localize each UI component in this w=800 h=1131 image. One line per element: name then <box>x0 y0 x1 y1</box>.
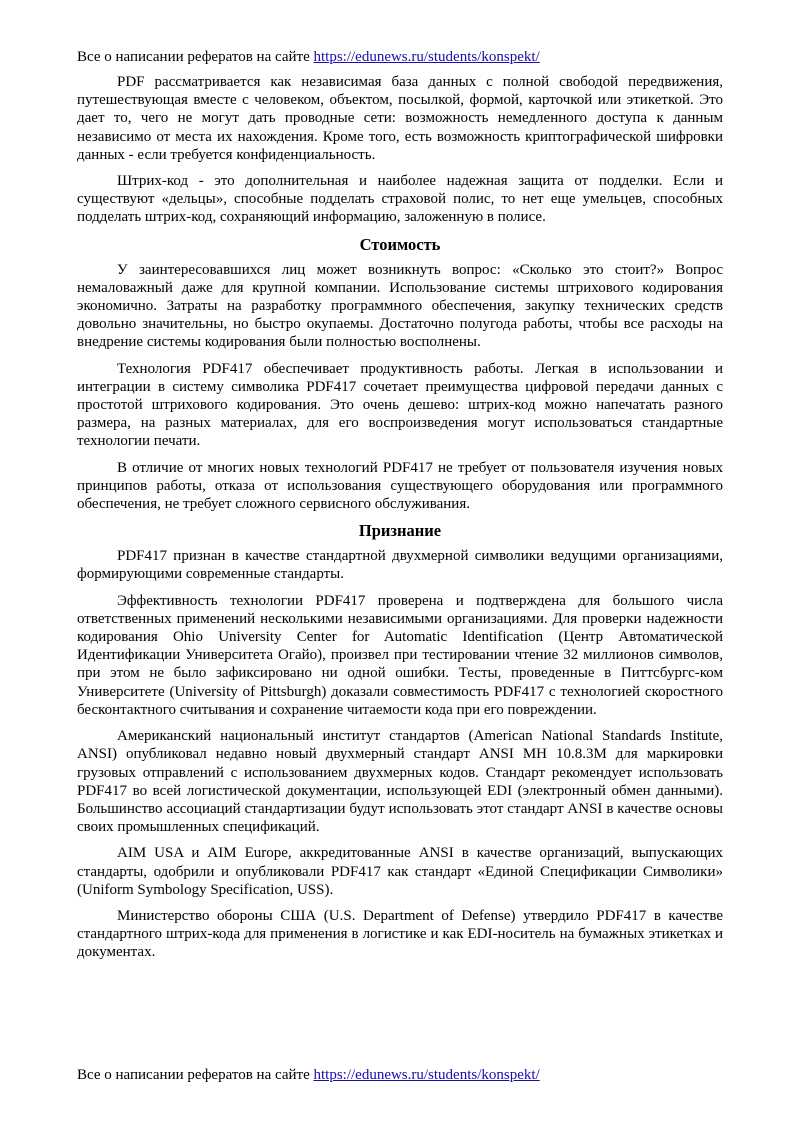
paragraph-cost-question: У заинтересовавшихся лиц может возникнуть вопрос: «Сколько это стоит?» Вопрос немаловажный даже для крупной компании. Использование системы штрихового кодирования экономично. Затраты на разработку программного обеспечения, закупку технических средств довольно значительны, но быстро окупаемы. Достаточно полугода работы, чтобы все расходы на внедрение системы кодирования были полностью восполнены. <box>77 261 723 351</box>
page-header <box>77 48 723 66</box>
paragraph-aim: AIM USA и AIM Europe, аккредитованные ANSI в качестве организаций, выпускающих стандарты, одобрили и опубликовали PDF417 как стандарт «Единой Спецификации Символики» (Uniform Symbology Specification, USS). <box>77 845 723 898</box>
footer-link[interactable]: https://edunews.ru/students/konspekt/ <box>313 1067 540 1083</box>
paragraph-no-retraining: В отличие от многих новых технологий PDF417 не требует от пользователя изучения новых принципов работы, отказа от использования существующего оборудования или программного обеспечения, не требует сложного сервисного обслуживания. <box>77 459 723 513</box>
paragraph-effectiveness: Эффективность технологии PDF417 проверена и подтверждена для большого числа ответственных применений несколькими независимыми организациями. Для проверки надежности кодирования Ohio University Center for Automatic Identification (Центр Автоматической Идентификации Университета Огайо), произвел при тестировании чтение 32 миллионов символов, при этом не было зафиксировано ни одной ошибки. Тесты, проведенные в Питтсбургс-ком Университете (University of Pittsburgh) доказали совместимость PDF417 с технологией скоростного бесконтактного считывания и сохранение читаемости кода при его повреждении. <box>77 592 723 718</box>
header-text: Все о написании рефератов на сайте <box>77 49 314 65</box>
section-heading-cost: Стоимость <box>359 234 441 254</box>
paragraph-dod: Министерство обороны США (U.S. Department of Defense) утвердило PDF417 в качестве стандартного штрих-кода для применения в логистике и как EDI-носитель на бумажных этикетках и документах. <box>77 907 723 961</box>
paragraph-productivity: Технология PDF417 обеспечивает продуктивность работы. Легкая в использовании и интеграции в систему символика PDF417 сочетает преимущества цифровой передачи данных с простотой штрихового кодирования. Это очень дешево: штрих-код можно напечатать разного размера, на разных материалах, для его воспроизведения могут использоваться стандартные технологии печати. <box>77 360 723 450</box>
header-link[interactable]: https://edunews.ru/students/konspekt/ <box>313 49 540 65</box>
paragraph-standard-symbology: PDF417 признан в качестве стандартной двухмерной символики ведущими организациями, формирующими современные стандарты. <box>77 548 723 583</box>
paragraph-ansi: Американский национальный институт стандартов (American National Standards Institute, ANSI) опубликовал недавно новый двухмерный стандарт ANSI MH 10.8.3M для маркировки грузовых отправлений с использованием двухмерных кодов. Стандарт рекомендует использовать PDF417 во всей логистической документации, использующей EDI (электронный обмен данными). Большинство ассоциаций стандартизации будут использовать этот стандарт ANSI в качестве основы своих промышленных спецификаций. <box>77 728 723 836</box>
document-page <box>77 48 723 970</box>
footer-text: Все о написании рефератов на сайте <box>77 1067 314 1083</box>
section-heading-recognition: Признание <box>358 521 442 541</box>
paragraph-barcode-protection: Штрих-код - это дополнительная и наиболее надежная защита от подделки. Если и существуют «дельцы», способные подделать страховой полис, то нет еще умельцев, способных подделать штрих-код, сохраняющий информацию, заложенную в полисе. <box>77 173 723 226</box>
paragraph-pdf-database: PDF рассматривается как независимая база данных с полной свободой передвижения, путешествующая вместе с человеком, объектом, посылкой, формой, карточкой или этикеткой. Это дает то, чего не могут дать проводные сети: возможность немедленного доступа к данным независимо от места их нахождения. Кроме того, есть возможность криптографической шифровки данных - если требуется конфиденциальность. <box>77 74 723 163</box>
page-footer <box>77 1066 723 1084</box>
